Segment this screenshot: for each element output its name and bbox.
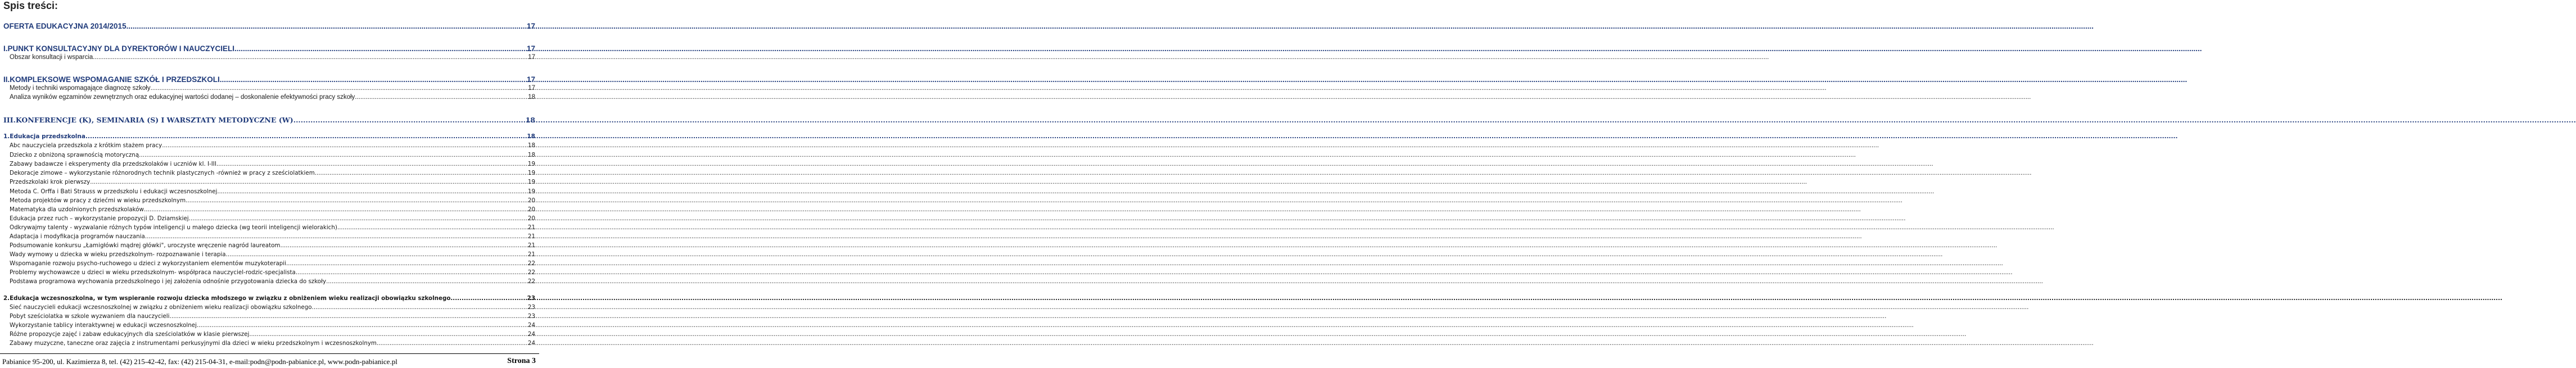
- toc-entry-label: Metoda C. Orffa i Bati Strauss w przedszkolu i edukacji wczesnoszkolnej: [10, 188, 218, 195]
- dot-leader: [450, 295, 527, 302]
- toc-entry-rozne-propozycje[interactable]: [3, 331, 535, 338]
- toc-entry-label: Różne propozycje zajęć i zabaw edukacyjnych dla sześciolatków w klasie pierwszej: [10, 331, 250, 338]
- toc-entry-label: Matematyka dla uzdolnionych przedszkolaków: [10, 206, 144, 213]
- toc-entry-label: KOMPLEKSOWE WSPOMAGANIE SZKÓŁ I PRZEDSZKOLI: [10, 75, 220, 84]
- toc-entry-tablica-interaktywna[interactable]: [3, 322, 535, 329]
- toc-entry-page: 17: [526, 75, 535, 84]
- toc-entry-page: 22: [527, 260, 535, 267]
- toc-entry-label: Obszar konsultacji i wsparcia: [10, 54, 93, 61]
- toc-entry-label: Wady wymowy u dziecka w wieku przedszkolnym- rozpoznawanie i terapia: [10, 251, 226, 258]
- dot-leader: [226, 251, 528, 258]
- toc-entry-kompleksowe-wspomaganie[interactable]: [3, 75, 535, 84]
- toc-entry-page: 17: [526, 22, 535, 30]
- toc-entry-page: 21: [527, 233, 535, 240]
- toc-entry-page: 24: [527, 331, 535, 338]
- dot-leader: [197, 322, 528, 329]
- toc-entry-page: 23: [527, 295, 535, 302]
- toc-entry-wady-wymowy[interactable]: [3, 251, 535, 258]
- toc-entry-page: 23: [527, 313, 535, 320]
- toc-entry-label: Podstawa programowa wychowania przedszkolnego i jej założenia odnośnie przygotowania dziecka do szkoły: [10, 278, 327, 285]
- dot-leader: [220, 75, 527, 84]
- toc-entry-wspomaganie-rozwoju[interactable]: [3, 260, 535, 267]
- dot-leader: [145, 233, 528, 240]
- toc-entry-edukacja-wczesnoszkolna[interactable]: [3, 295, 535, 302]
- toc-entry-siec-nauczycieli[interactable]: [3, 304, 535, 311]
- toc-entry-page: 17: [528, 54, 535, 61]
- dot-leader: [280, 242, 527, 249]
- toc-entry-page: 17: [526, 44, 535, 53]
- toc-entry-edukacja-przedszkolna[interactable]: [3, 133, 535, 140]
- dot-leader: [170, 313, 528, 320]
- toc-entry-edukacja-ruch[interactable]: [3, 215, 535, 222]
- toc-entry-zabawy-badawcze[interactable]: [3, 161, 535, 167]
- toc-entry-zabawy-muzyczne[interactable]: [3, 340, 535, 347]
- toc-entry-odkrywajmy-talenty[interactable]: [3, 224, 535, 231]
- dot-leader: [234, 44, 527, 53]
- toc-entry-obszar-konsultacji[interactable]: [3, 54, 535, 61]
- dot-leader: [186, 197, 528, 204]
- toc-entry-page: 20: [527, 206, 535, 213]
- toc-entry-page: 22: [527, 269, 535, 276]
- toc-entry-label: Edukacja przez ruch – wykorzystanie propozycji D. Dziamskiej: [10, 215, 189, 222]
- dot-leader: [189, 215, 528, 222]
- toc-entry-label: Podsumowanie konkursu „Łamigłówki mądrej główki", uroczyste wręczenie nagród laureatom: [10, 242, 281, 249]
- toc-entry-page: 20: [527, 197, 535, 204]
- toc-entry-label: OFERTA EDUKACYJNA 2014/2015: [3, 22, 126, 30]
- dot-leader: [144, 206, 528, 213]
- toc-entry-metoda-orffa[interactable]: [3, 188, 535, 195]
- dot-leader: [315, 170, 528, 176]
- toc-entry-oferta[interactable]: [3, 22, 535, 30]
- toc-entry-label: PUNKT KONSULTACYJNY DLA DYREKTORÓW I NAUCZYCIELI: [7, 44, 235, 53]
- toc-entry-label: Pobyt sześciolatka w szkole wyzwaniem dla nauczycieli: [10, 313, 170, 320]
- toc-entry-label: Adaptacja i modyfikacja programów nauczania: [10, 233, 145, 240]
- toc-entry-label: Problemy wychowawcze u dzieci w wieku przedszkolnym- współpraca nauczyciel-rodzic-specjalista: [10, 269, 296, 276]
- toc-entry-label: Edukacja wczesnoszkolna, w tym wspieranie rozwoju dziecka młodszego w związku z obniżeniem wieku realizacji obowiązku szkolnego: [10, 295, 451, 302]
- toc-entry-label: Wspomaganie rozwoju psycho-ruchowego u dzieci z wykorzystaniem elementów muzykoterapii: [10, 260, 287, 267]
- dot-leader: [217, 188, 528, 195]
- toc-entry-punkt-konsultacyjny[interactable]: [3, 44, 535, 53]
- footer-page-number: Strona 3: [507, 357, 536, 365]
- footer-address: Pabianice 95-200, ul. Kazimierza 8, tel. (42) 215-42-42, fax: (42) 215-04-31, e-mail:podn@podn-pabianice.pl, www.podn-pabianice.pl: [2, 357, 397, 366]
- toc-entry-przedszkolaki-krok[interactable]: [3, 179, 535, 185]
- toc-entry-page: 23: [527, 304, 535, 311]
- toc-entry-page: 19: [527, 170, 535, 176]
- dot-leader: [85, 133, 527, 140]
- toc-entry-page: 18: [527, 152, 535, 158]
- toc-entry-number: III.: [3, 116, 16, 124]
- toc-entry-metody-diagnozy[interactable]: [3, 85, 535, 92]
- toc-entry-label: Wykorzystanie tablicy interaktywnej w edukacji wczesnoszkolnej: [10, 322, 197, 329]
- dot-leader: [93, 54, 528, 61]
- toc-entry-number: 1.: [3, 133, 10, 140]
- toc-entry-konferencje[interactable]: [3, 116, 535, 124]
- toc-entry-analiza-wynikow[interactable]: [3, 94, 535, 101]
- toc-entry-page: 21: [527, 251, 535, 258]
- toc-entry-dekoracje-zimowe[interactable]: [3, 170, 535, 176]
- toc-entry-label: KONFERENCJE (K), SEMINARIA (S) I WARSZTATY METODYCZNE (W): [15, 116, 293, 124]
- dot-leader: [312, 304, 528, 311]
- dot-leader: [296, 269, 528, 276]
- dot-leader: [326, 278, 528, 285]
- dot-leader: [293, 116, 526, 124]
- toc-entry-abc-nauczyciela[interactable]: [3, 142, 535, 149]
- toc-entry-metoda-projektow[interactable]: [3, 197, 535, 204]
- toc-entry-label: Zabawy muzyczne, taneczne oraz zajęcia z instrumentami perkusyjnymi dla dzieci w wieku przedszkolnym i wczesnoszkolnym: [10, 340, 377, 347]
- toc-entry-label: Abc nauczyciela przedszkola z krótkim stażem pracy: [10, 142, 162, 149]
- toc-entry-label: Przedszkolaki krok pierwszy: [10, 179, 91, 185]
- toc-entry-label: Metoda projektów w pracy z dziećmi w wieku przedszkolnym: [10, 197, 186, 204]
- toc-entry-pobyt-szesciolatka[interactable]: [3, 313, 535, 320]
- toc-entry-number: II.: [3, 75, 10, 84]
- toc-entry-page: 18: [525, 116, 535, 124]
- toc-entry-page: 18: [527, 142, 535, 149]
- toc-entry-page: 18: [528, 94, 535, 101]
- toc-entry-podsumowanie-konkursu[interactable]: [3, 242, 535, 249]
- toc-entry-number: 2.: [3, 295, 10, 302]
- toc-entry-dziecko-sprawnosc[interactable]: [3, 152, 535, 158]
- toc-entry-page: 24: [527, 340, 535, 347]
- dot-leader: [90, 179, 528, 185]
- toc-entry-label: Odkrywajmy talenty - wyzwalanie różnych typów inteligencji u małego dziecka (wg teorii inteligencji wielorakich): [10, 224, 337, 231]
- toc-entry-label: Zabawy badawcze i eksperymenty dla przedszkolaków i uczniów kl. I-III: [10, 161, 216, 167]
- dot-leader: [162, 142, 528, 149]
- dot-leader: [249, 331, 528, 338]
- toc-entry-page: 21: [527, 242, 535, 249]
- toc-entry-problemy-wychowawcze[interactable]: [3, 269, 535, 276]
- dot-leader: [216, 161, 528, 167]
- toc-entry-label: Analiza wyników egzaminów zewnętrznych oraz edukacyjnej wartości dodanej – doskonalenie efektywności pracy szkoły: [10, 94, 355, 101]
- toc-entry-label: Dziecko z obniżoną sprawnością motoryczną: [10, 152, 139, 158]
- toc-title: Spis treści:: [3, 0, 58, 11]
- toc-entry-label: Dekoracje zimowe – wykorzystanie różnorodnych technik plastycznych -również w pracy z sześciolatkiem: [10, 170, 315, 176]
- toc-entry-number: I.: [3, 44, 8, 53]
- toc-entry-page: 19: [527, 161, 535, 167]
- dot-leader: [126, 22, 527, 30]
- toc-entry-label: Metody i techniki wspomagające diagnozę szkoły: [10, 85, 151, 92]
- toc-entry-adaptacja[interactable]: [3, 233, 535, 240]
- toc-entry-page: 19: [527, 188, 535, 195]
- footer-divider: [0, 353, 539, 354]
- toc-entry-podstawa-programowa[interactable]: [3, 278, 535, 285]
- toc-entry-page: 22: [527, 278, 535, 285]
- toc-entry-label: Sieć nauczycieli edukacji wczesnoszkolnej w związku z obniżeniem wieku realizacji obowiązku szkolnego: [10, 304, 312, 311]
- toc-entry-label: Edukacja przedszkolna: [10, 133, 85, 140]
- toc-entry-matematyka[interactable]: [3, 206, 535, 213]
- toc-entry-page: 21: [527, 224, 535, 231]
- dot-leader: [286, 260, 528, 267]
- toc-entry-page: 17: [528, 85, 535, 92]
- toc-entry-page: 18: [527, 133, 535, 140]
- dot-leader: [139, 152, 528, 158]
- dot-leader: [337, 224, 528, 231]
- dot-leader: [355, 94, 528, 101]
- dot-leader: [151, 85, 528, 92]
- dot-leader: [377, 340, 528, 347]
- toc-entry-page: 24: [527, 322, 535, 329]
- toc-entry-page: 20: [527, 215, 535, 222]
- toc-entry-page: 19: [527, 179, 535, 185]
